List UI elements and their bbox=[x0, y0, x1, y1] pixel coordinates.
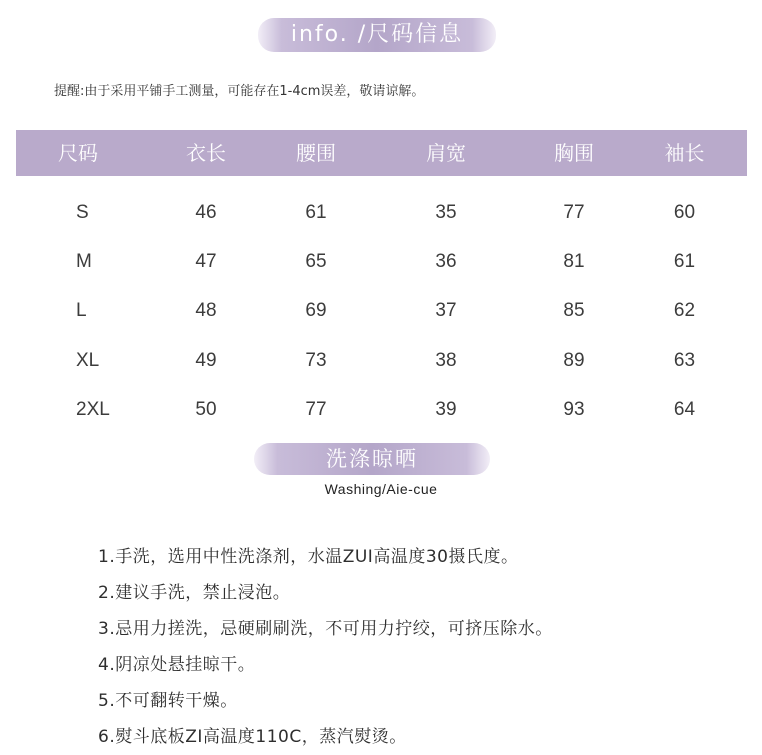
table-row bbox=[16, 286, 747, 335]
measurement-note: 提醒:由于采用平铺手工测量，可能存在1-4cm误差，敬请谅解。 bbox=[54, 84, 425, 99]
table-cell: 69 bbox=[305, 300, 327, 322]
table-cell: 46 bbox=[195, 202, 217, 223]
table-cell: 47 bbox=[195, 251, 217, 273]
washing-subtitle: Washing/Aie-cue bbox=[324, 481, 438, 497]
list-item: 5.不可翻转干燥。 bbox=[98, 691, 238, 711]
table-cell: 39 bbox=[435, 398, 457, 420]
table-cell: 48 bbox=[195, 300, 217, 322]
table-cell: 65 bbox=[305, 251, 327, 273]
table-cell: 77 bbox=[563, 202, 585, 223]
table-cell: 73 bbox=[305, 349, 327, 371]
list-item: 4.阴凉处悬挂晾干。 bbox=[98, 655, 256, 675]
table-cell: 50 bbox=[195, 398, 217, 420]
size-info-title: info. /尺码信息 bbox=[258, 18, 496, 52]
column-header-size: 尺码 bbox=[58, 141, 98, 165]
table-cell: S bbox=[76, 202, 89, 223]
table-cell: 77 bbox=[305, 398, 327, 420]
size-table bbox=[16, 130, 747, 434]
table-cell: 81 bbox=[563, 251, 585, 273]
table-row bbox=[16, 237, 747, 286]
table-cell: 89 bbox=[563, 349, 585, 371]
column-header-shoulder: 肩宽 bbox=[426, 141, 466, 165]
table-cell: M bbox=[76, 251, 92, 273]
table-cell: 64 bbox=[673, 398, 696, 420]
washing-title: 洗涤晾晒 bbox=[254, 443, 490, 475]
list-item: 2.建议手洗，禁止浸泡。 bbox=[98, 583, 291, 603]
table-cell: 93 bbox=[563, 398, 585, 420]
table-cell: L bbox=[76, 300, 87, 322]
table-row bbox=[16, 188, 747, 237]
size-table-body bbox=[16, 188, 747, 434]
list-item: 3.忌用力搓洗，忌硬刷刷洗，不可用力拧绞，可挤压除水。 bbox=[98, 619, 553, 639]
size-table-header bbox=[16, 130, 747, 176]
column-header-chest: 胸围 bbox=[554, 141, 594, 165]
table-cell: 61 bbox=[305, 202, 327, 223]
table-cell: 38 bbox=[435, 349, 457, 371]
list-item: 1.手洗，选用中性洗涤剂，水温ZUI高温度30摄氏度。 bbox=[98, 547, 519, 567]
table-cell: 60 bbox=[673, 202, 696, 223]
table-cell: 2XL bbox=[76, 398, 110, 420]
table-cell: 85 bbox=[563, 300, 585, 322]
column-header-length: 衣长 bbox=[186, 141, 226, 165]
column-header-waist: 腰围 bbox=[296, 141, 336, 165]
table-cell: 63 bbox=[673, 349, 696, 371]
table-cell: 35 bbox=[435, 202, 457, 223]
table-cell: 36 bbox=[435, 251, 457, 273]
washing-instructions bbox=[98, 539, 553, 755]
table-row bbox=[16, 385, 747, 434]
table-row bbox=[16, 336, 747, 385]
table-cell: 61 bbox=[673, 251, 696, 273]
table-cell: 49 bbox=[195, 349, 217, 371]
table-cell: 37 bbox=[435, 300, 457, 322]
table-cell: 62 bbox=[673, 300, 696, 322]
list-item: 6.熨斗底板ZI高温度110C，蒸汽熨烫。 bbox=[98, 727, 407, 747]
table-cell: XL bbox=[76, 349, 100, 371]
column-header-sleeve: 袖长 bbox=[664, 141, 705, 165]
